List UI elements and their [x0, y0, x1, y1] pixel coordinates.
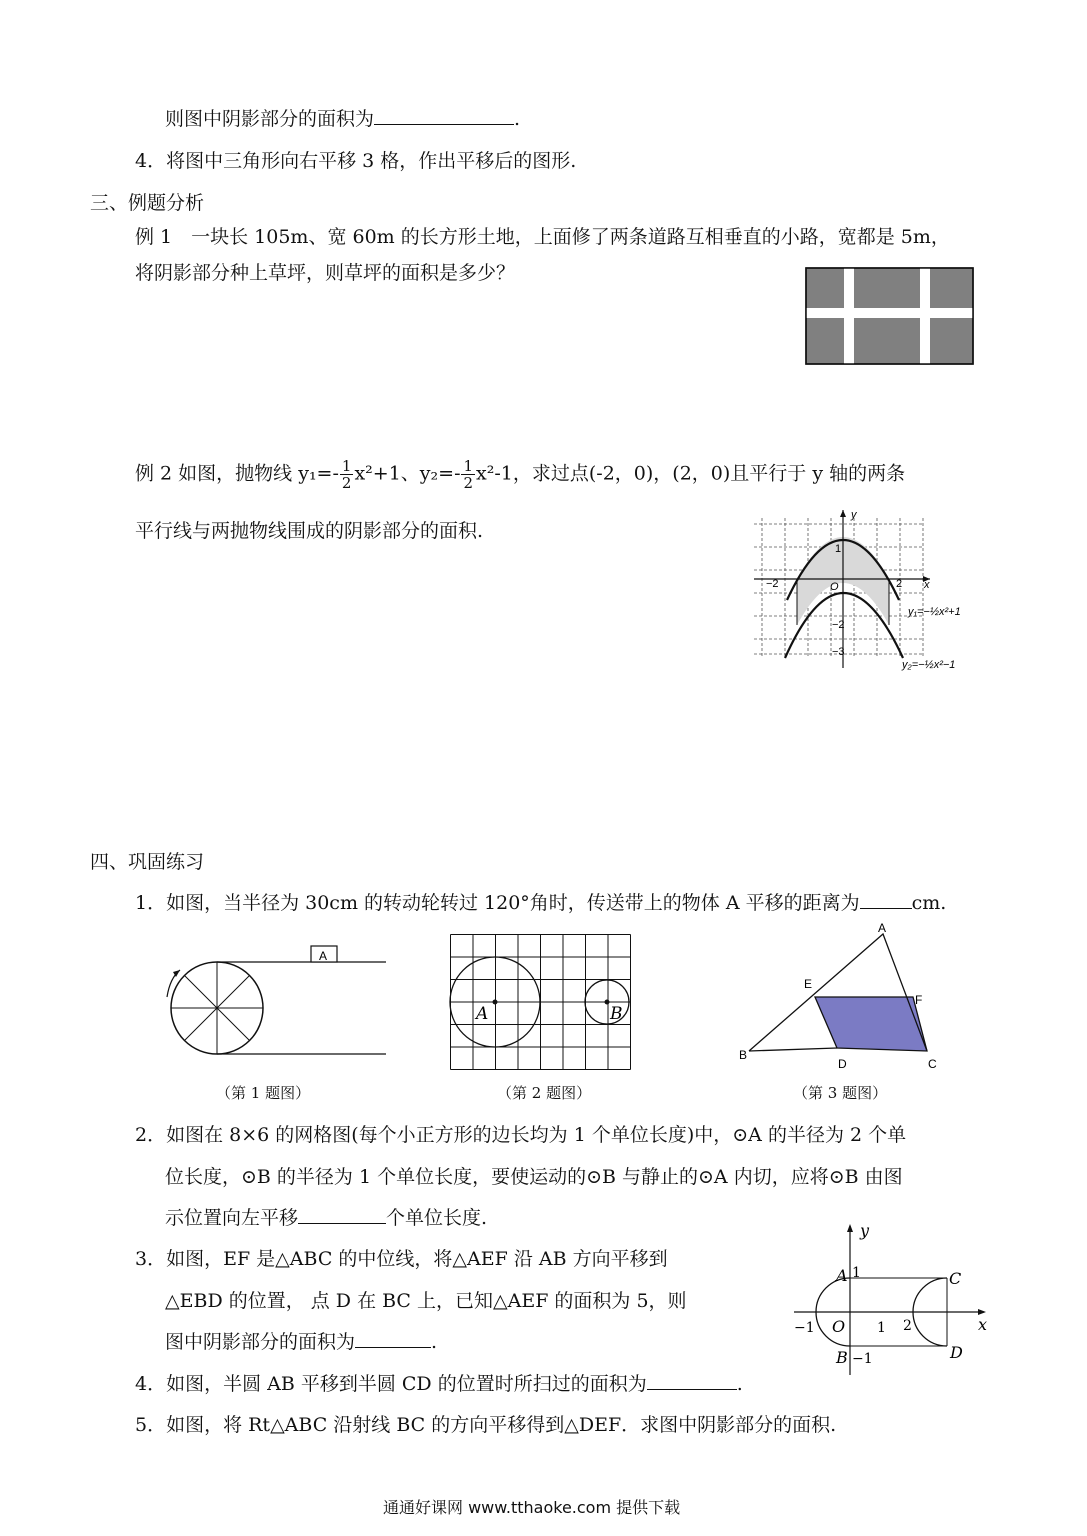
answer-blank[interactable] [647, 1389, 737, 1390]
tick-neg1-y: −1 [852, 1351, 873, 1367]
practice-2-line-3 [165, 1203, 487, 1230]
practice-4-prefix: 4．如图，半圆 AB 平移到半圆 CD 的位置时所扫过的面积为 [135, 1373, 647, 1395]
label-a: A [836, 1266, 848, 1285]
label-b: B [610, 1004, 623, 1024]
answer-blank[interactable] [298, 1223, 386, 1224]
tick-neg1-x: −1 [794, 1320, 815, 1336]
label-d: D [950, 1343, 963, 1362]
practice-4-suffix: . [736, 1373, 743, 1395]
problem-line-shaded-area [165, 104, 520, 131]
parabola-graph [752, 508, 992, 678]
example-2-mid1: x²+1、y₂=- [354, 462, 461, 485]
y-axis-label: y [851, 509, 857, 521]
practice-1-text: 1．如图，当半径为 30cm 的转动轮转过 120°角时，传送带上的物体 A 平移的距离为 [135, 892, 860, 914]
example-2-prefix: 例 2 如图，抛物线 y₁=- [135, 462, 339, 485]
vertical-road-1 [844, 268, 854, 364]
conveyor-figure [160, 942, 390, 1062]
triangle-figure [735, 920, 945, 1080]
grid-circles-figure [450, 934, 632, 1072]
practice-1-unit: cm. [911, 892, 947, 914]
fraction-half-2: $\frac{1}{2}$ [463, 457, 474, 492]
caption-fig3: （第 3 题图） [793, 1084, 888, 1102]
practice-5: 5．如图，将 Rt△ABC 沿射线 BC 的方向平移得到△DEF．求图中阴影部分的面积. [135, 1414, 837, 1436]
origin-label: O [832, 1317, 846, 1336]
tick-neg3y: −3 [832, 646, 845, 658]
label-b: B [739, 1048, 748, 1062]
page-footer: 通通好课网 www.tthaoke.com 提供下载 [383, 1498, 681, 1517]
y-label: y [860, 1221, 870, 1240]
horizontal-road [806, 308, 973, 318]
practice-2-line-2: 位长度，⊙B 的半径为 1 个单位长度，要使运动的⊙B 与静止的⊙A 内切，应将⊙B 由图 [165, 1166, 903, 1188]
caption-fig1: （第 1 题图） [216, 1084, 311, 1102]
label-c: C [949, 1269, 962, 1288]
origin-label: O [830, 581, 839, 593]
tick-pos2: 2 [896, 578, 903, 590]
example-2-mid2: x²-1，求过点(-2，0)，(2，0)且平行于 y 轴的两条 [476, 462, 906, 485]
land-figure [805, 267, 975, 366]
caption-fig2: （第 2 题图） [497, 1084, 592, 1102]
answer-blank[interactable] [374, 124, 514, 125]
fraction-half-1: $\frac{1}{2}$ [341, 457, 352, 492]
example-1-line-1: 例 1 一块长 105m、宽 60m 的长方形土地，上面修了两条道路互相垂直的小路，宽都是 5m， [135, 226, 950, 248]
label-d: D [838, 1057, 847, 1071]
tick-two-x: 2 [903, 1318, 912, 1334]
problem-4: 4．将图中三角形向右平移 3 格，作出平移后的图形. [135, 150, 577, 172]
label-a: A [476, 1004, 489, 1024]
curve1-label: y₁=−½x²+1 [908, 606, 961, 618]
section-heading-practice: 四、巩固练习 [90, 851, 205, 873]
vertical-road-2 [920, 268, 930, 364]
label-b: B [836, 1348, 848, 1367]
example-2-line-1 [135, 458, 905, 491]
practice-3-line-2: △EBD 的位置， 点 D 在 BC 上，已知△AEF 的面积为 5，则 [165, 1290, 687, 1312]
practice-3-line-3-suffix: . [431, 1331, 438, 1353]
x-axis-label: x [924, 579, 930, 591]
tick-neg2y: −2 [832, 619, 845, 631]
object-a-label: A [319, 949, 328, 963]
problem-text: 则图中阴影部分的面积为 [165, 108, 375, 130]
practice-2-line-3-prefix: 示位置向左平移 [165, 1207, 299, 1229]
tick-one-y: 1 [852, 1265, 861, 1281]
label-c: C [928, 1057, 937, 1071]
answer-blank[interactable] [355, 1347, 431, 1348]
tick-neg2: −2 [766, 578, 779, 590]
practice-1 [135, 888, 946, 915]
section-heading-examples: 三、例题分析 [90, 192, 205, 214]
tick-one-x: 1 [877, 1320, 886, 1336]
practice-3-line-1: 3．如图，EF 是△ABC 的中位线，将△AEF 沿 AB 方向平移到 [135, 1248, 668, 1270]
practice-2-line-3-suffix: 个单位长度. [386, 1207, 488, 1229]
semicircle-figure [790, 1220, 1000, 1380]
curve2-label: y₂=−½x²−1 [902, 659, 956, 671]
practice-4 [135, 1369, 743, 1396]
x-label: x [978, 1315, 988, 1334]
practice-2-line-1: 2．如图在 8×6 的网格图(每个小正方形的边长均为 1 个单位长度)中，⊙A 的半径为 2 个单 [135, 1124, 907, 1146]
example-1-line-2: 将阴影部分种上草坪，则草坪的面积是多少？ [135, 262, 516, 284]
label-f: F [915, 993, 923, 1007]
practice-3-line-3-prefix: 图中阴影部分的面积为 [165, 1331, 356, 1353]
label-a: A [878, 921, 887, 935]
answer-blank[interactable] [860, 908, 912, 909]
tick-one: 1 [835, 543, 842, 555]
period: . [514, 108, 521, 130]
example-2-line-2: 平行线与两抛物线围成的阴影部分的面积. [135, 520, 484, 542]
label-e: E [804, 977, 813, 991]
practice-3-line-3 [165, 1327, 437, 1354]
